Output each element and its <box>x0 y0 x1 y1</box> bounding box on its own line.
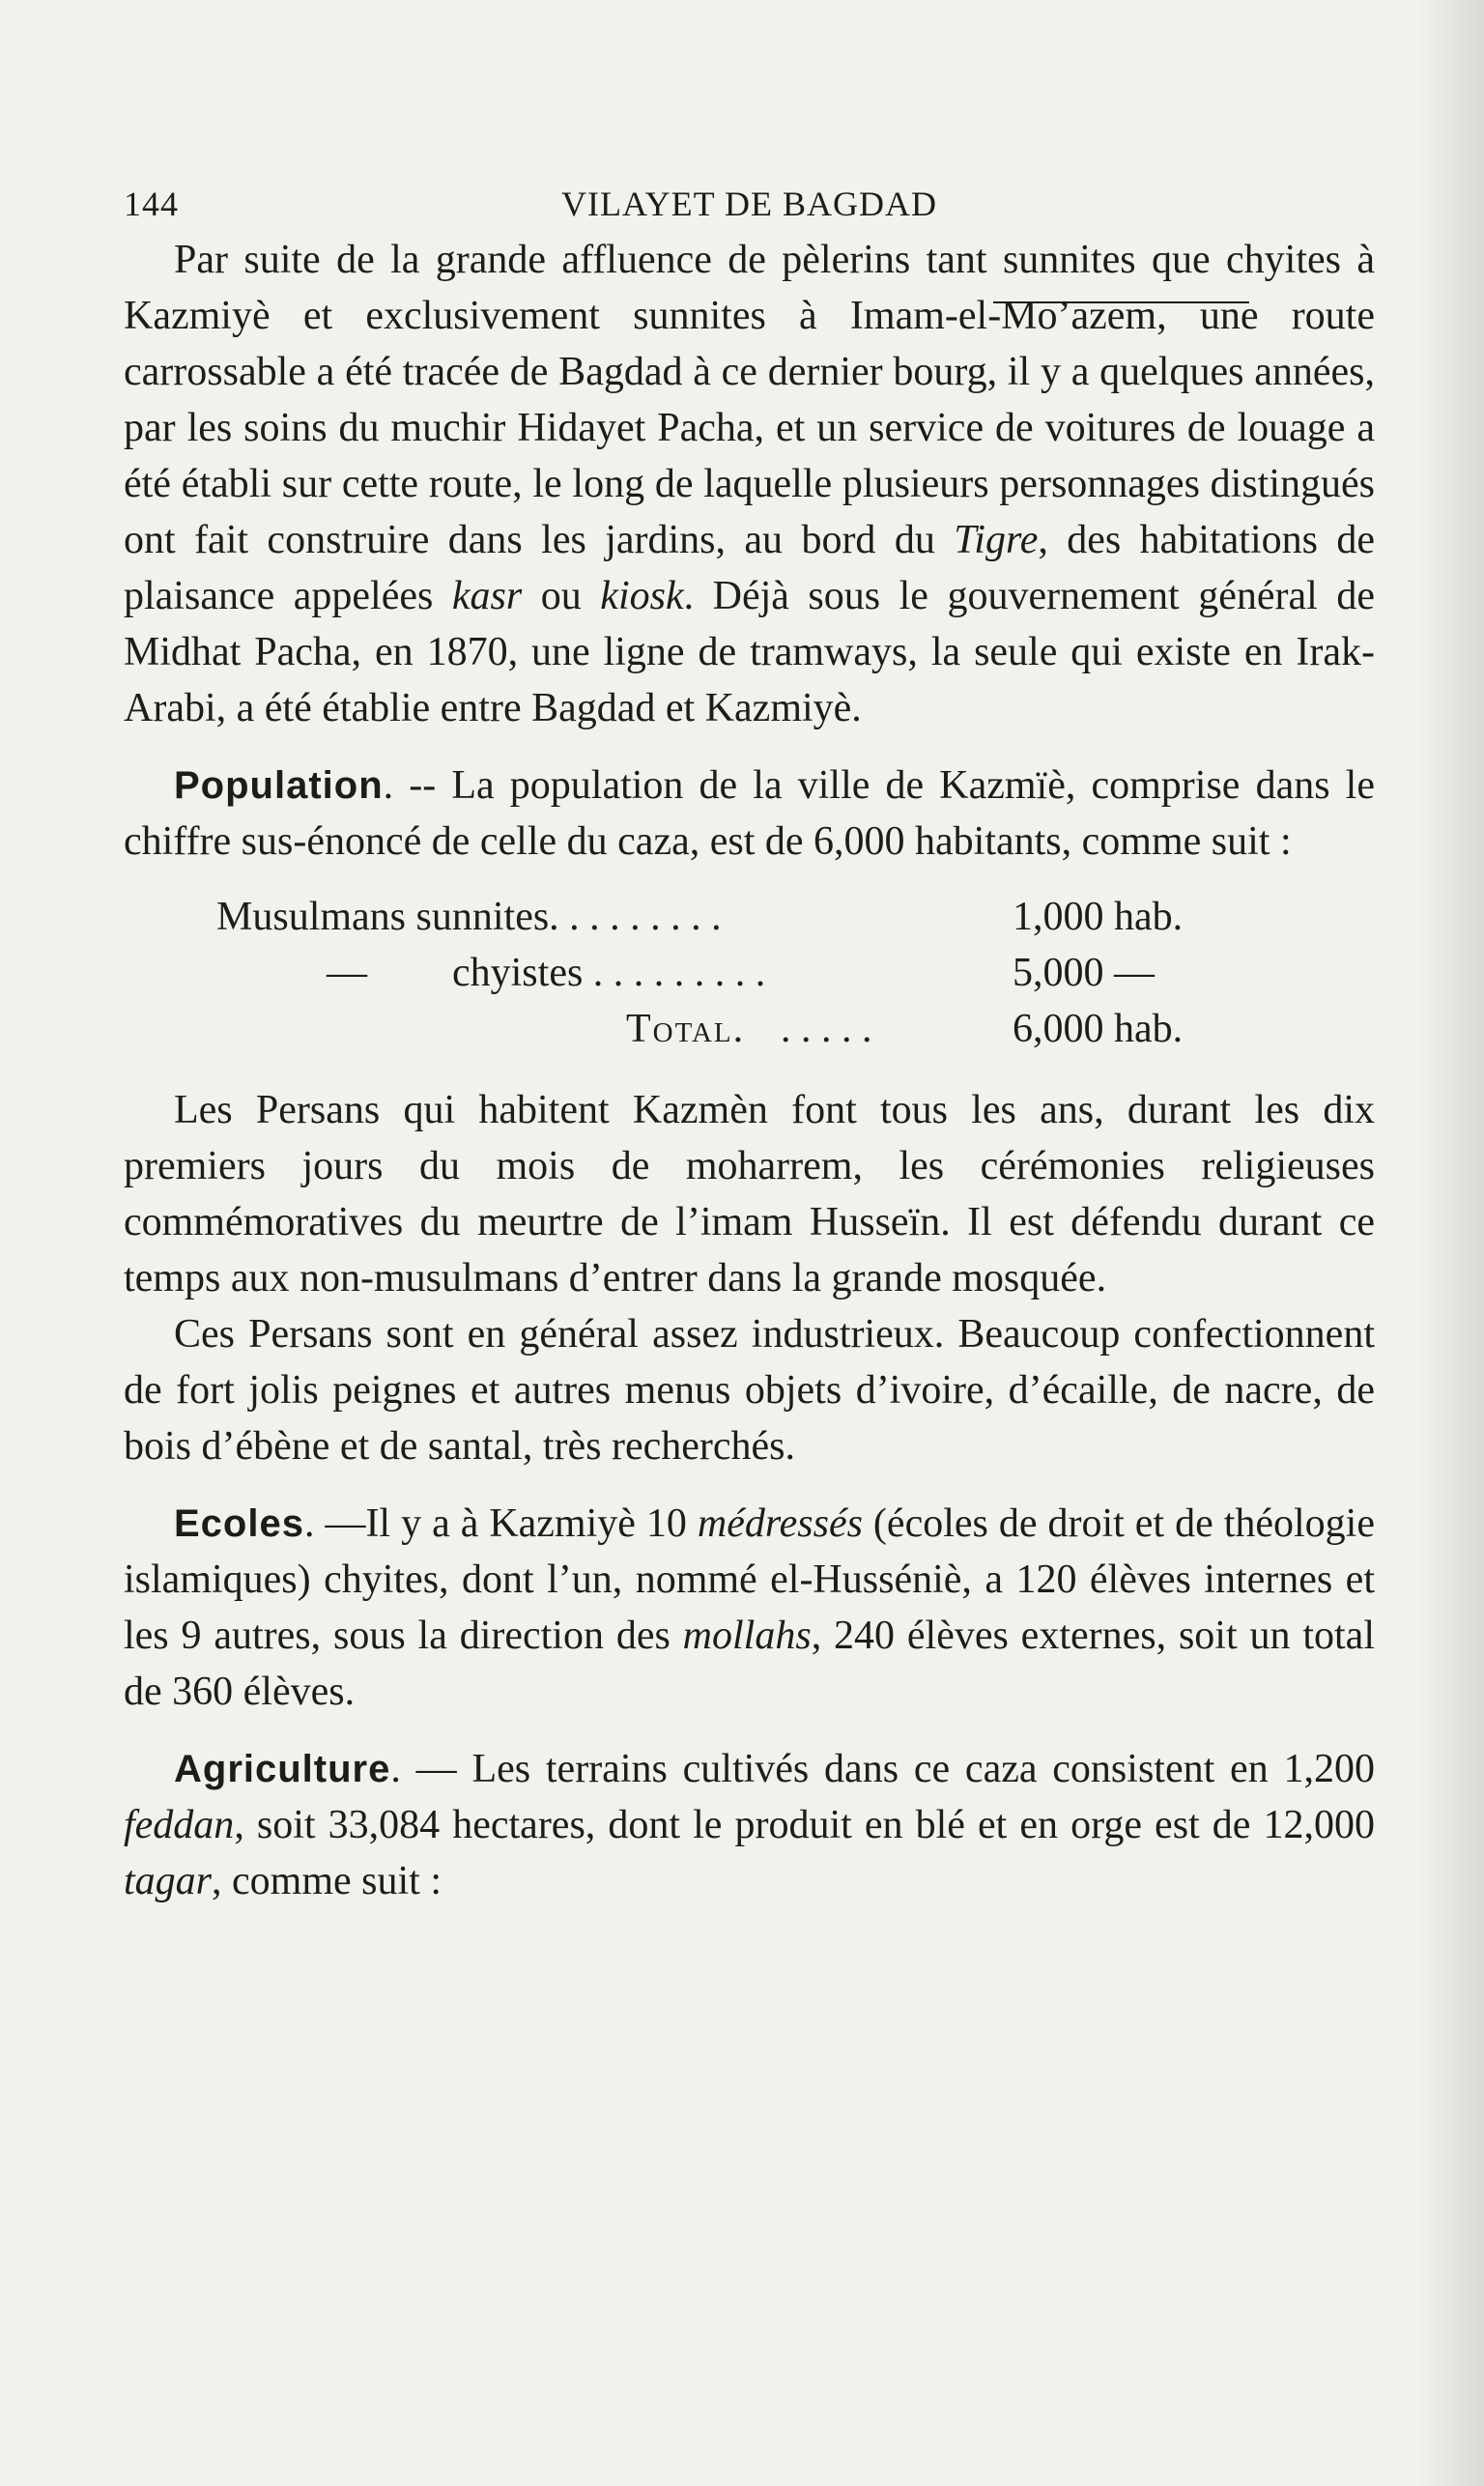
paragraph-persans-ceremonies: Les Persans qui habitent Kazmèn font tous les ans, durant les dix premiers jours du mois de moharrem, les cérémonies religieuses commémoratives du meurtre de l’imam Husseïn. Il est défendu durant ce temps aux non-musulmans d’entrer dans la grande mosquée. <box>124 1088 1375 1300</box>
section-heading-agriculture: Agriculture <box>174 1748 391 1790</box>
paragraph-agriculture <box>124 1741 1375 1909</box>
italic-term: kiosk <box>600 574 684 618</box>
page-edge-shadow <box>1416 0 1484 2486</box>
text-run: . —Il y a à Kazmiyè 10 <box>303 1501 698 1546</box>
page-number: 144 <box>124 185 179 223</box>
text-run: , des habitations de plaisance appelées <box>124 518 1375 618</box>
paragraph-persans-industrie: Ces Persans sont en général assez industrieux. Beaucoup confectionnent de fort jolis peignes et autres menus objets d’ivoire, d’écaille, de nacre, de bois d’ébène et de santal, très recherchés. <box>124 1312 1375 1469</box>
paragraph-kazmiye-route <box>124 232 1375 736</box>
book-page <box>124 174 1375 1909</box>
table-row-total <box>124 1001 1375 1057</box>
text-run: (écoles de droit et de théologie islamiques) chyites, dont l’un, nommé el-Husséniè, a 120 élèves internes et les 9 autres, sous la direction des <box>124 1501 1375 1658</box>
text-run: , soit 33,084 hectares, dont le produit en blé et en orge est de 12,000 <box>234 1803 1375 1847</box>
italic-term: feddan <box>124 1803 235 1847</box>
total-rule <box>993 301 1249 303</box>
paragraph-ecoles <box>124 1496 1375 1720</box>
text-run: ou <box>522 574 601 618</box>
running-title: VILAYET DE BAGDAD <box>561 185 937 223</box>
section-heading-population: Population <box>174 764 384 807</box>
row-label-sunnites: Musulmans sunnites. . . . . . . . . <box>216 895 722 939</box>
text-run: , comme suit : <box>212 1859 442 1903</box>
italic-term: kasr <box>451 574 523 618</box>
running-header <box>124 174 1375 232</box>
table-row <box>124 945 1375 1001</box>
italic-term: tagar <box>124 1859 213 1903</box>
total-value: 6,000 hab. <box>1013 1007 1184 1051</box>
population-table <box>124 889 1375 1057</box>
text-run: . — Les terrains cultivés dans ce caza consistent en 1,200 <box>390 1747 1375 1791</box>
italic-term: médressés <box>697 1501 863 1546</box>
total-label: Total. <box>626 1007 746 1051</box>
italic-term: mollahs <box>682 1614 812 1658</box>
section-heading-ecoles: Ecoles <box>174 1502 304 1545</box>
table-row <box>124 889 1375 945</box>
total-leader-dots: . . . . . <box>781 1007 872 1051</box>
row-label-chyistes: chyistes . . . . . . . . . <box>452 951 766 995</box>
ditto-dash: — <box>327 951 367 995</box>
text-run: . Déjà sous le gouvernement général de Midhat Pacha, en 1870, une ligne de tramways, la seule qui existe en Irak-Arabi, a été établie entre Bagdad et Kazmiyè. <box>124 574 1375 730</box>
text-run: . -- La population de la ville de Kazmïè, comprise dans le chiffre sus-énoncé de celle du caza, est de 6,000 habitants, comme suit : <box>124 763 1375 864</box>
paragraph-population <box>124 757 1375 870</box>
row-value-chyistes: 5,000 — <box>1013 951 1155 995</box>
text-run: Par suite de la grande affluence de pèlerins tant sunnites que chyites à Kazmiyè et exclusivement sunnites à Imam-el-Mo’azem, une route carrossable a été tracée de Bagdad à ce dernier bourg, il y a quelques années, par les soins du muchir Hidayet Pacha, et un service de voitures de louage a été établi sur cette route, le long de laquelle plusieurs personnages distingués ont fait construire dans les jardins, au bord du <box>124 238 1375 562</box>
row-value-sunnites: 1,000 hab. <box>1013 895 1184 939</box>
text-run: , 240 élèves externes, soit un total de 360 élèves. <box>124 1614 1375 1714</box>
italic-term: Tigre <box>954 518 1039 562</box>
